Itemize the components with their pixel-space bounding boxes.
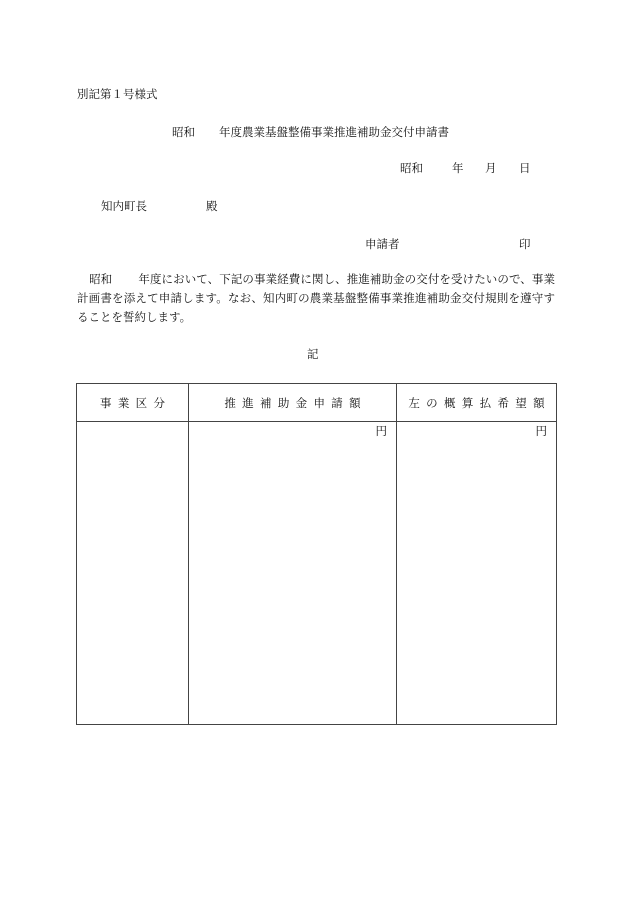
table-header-row (77, 384, 557, 422)
header-requested-amount: 推進補助金申請額 (189, 384, 397, 422)
date-year-label: 年 (452, 161, 464, 175)
body-text: 年度において、下記の事業経費に関し、推進補助金の交付を受けたいので、事業計画書を添えて申請します。なお、知内町の農業基盤整備事業推進補助金交付規則を遵守することを誓約します。 (77, 272, 555, 324)
date-era: 昭和 (400, 161, 423, 175)
yen-unit: 円 (535, 424, 547, 438)
cell-advance-payment-amount[interactable] (397, 422, 557, 725)
seal-mark: 印 (519, 237, 531, 251)
yen-unit: 円 (375, 424, 387, 438)
date-day-label: 日 (519, 161, 531, 175)
addressee-name: 知内町長 (101, 199, 147, 213)
cell-project-category[interactable] (77, 422, 189, 725)
applicant-label: 申請者 (365, 237, 400, 251)
header-advance-payment-amount: 左の概算払希望額 (397, 384, 557, 422)
table-row (77, 422, 557, 725)
addressee-honorific: 殿 (206, 199, 218, 213)
body-era: 昭和 (89, 272, 113, 286)
body-paragraph (77, 270, 555, 327)
document-title: 年度農業基盤整備事業推進補助金交付申請書 (219, 125, 449, 139)
cell-requested-amount[interactable] (189, 422, 397, 725)
grant-table (76, 383, 557, 725)
form-number: 別記第１号様式 (77, 87, 158, 101)
title-era: 昭和 (172, 125, 195, 139)
date-month-label: 月 (485, 161, 497, 175)
ki-heading: 記 (307, 347, 319, 361)
header-project-category: 事業区分 (77, 384, 189, 422)
